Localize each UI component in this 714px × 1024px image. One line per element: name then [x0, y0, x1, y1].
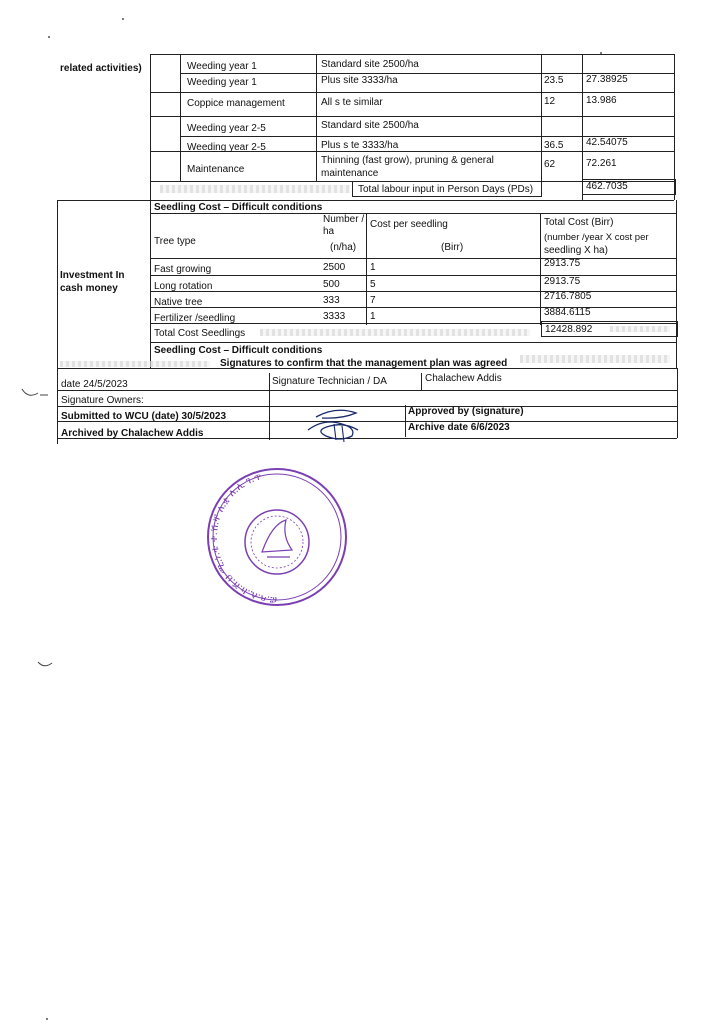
total-cell: 2913.75 — [544, 276, 581, 287]
archived-by: Archived by Chalachew Addis — [61, 428, 204, 439]
table-line — [677, 368, 678, 438]
table-line — [57, 200, 150, 201]
header-tree-type: Tree type — [154, 236, 196, 247]
scan-mark — [36, 660, 56, 670]
archive-date: Archive date 6/6/2023 — [408, 422, 510, 433]
labour-activity: Maintenance — [187, 164, 245, 175]
scan-noise — [160, 185, 350, 193]
labour-site: Thinning (fast grow), pruning & general — [321, 155, 494, 166]
scan-noise — [60, 361, 210, 367]
table-line — [150, 213, 676, 214]
labour-activity: Weeding year 1 — [187, 61, 257, 72]
scan-speck — [600, 52, 602, 54]
number-cell: 333 — [323, 295, 340, 306]
section-footer-title: Seedling Cost – Difficult conditions — [154, 345, 323, 356]
labour-pd: 12 — [544, 96, 556, 107]
technician-name: Chalachew Addis — [425, 373, 502, 384]
table-line — [57, 200, 58, 368]
labour-site: Standard site 2500/ha — [321, 59, 419, 70]
scan-noise — [520, 355, 670, 363]
technician-label: Signature Technician / DA — [272, 376, 387, 387]
labour-site: All s te similar — [321, 97, 383, 108]
investment-side-label: Investment In — [60, 270, 125, 281]
scan-speck — [48, 36, 50, 38]
cost-cell: 1 — [370, 262, 376, 273]
section-title: Seedling Cost – Difficult conditions — [154, 202, 323, 213]
labour-pd: 23.5 — [544, 75, 564, 86]
header-cost: (Birr) — [441, 242, 464, 253]
labour-site: Plus site 3333/ha — [321, 75, 398, 86]
number-cell: 2500 — [323, 262, 346, 273]
sign-date: date 24/5/2023 — [61, 379, 128, 390]
labour-activity: Weeding year 2-5 — [187, 123, 266, 134]
tree-type-cell: Fast growing — [154, 264, 212, 275]
labour-pd: 36.5 — [544, 140, 564, 151]
labour-site: Standard site 2500/ha — [321, 120, 419, 131]
labour-activity: Weeding year 2-5 — [187, 142, 266, 153]
table-line — [57, 368, 677, 369]
labour-total-value: 462.7035 — [586, 181, 628, 192]
table-line — [150, 200, 674, 201]
number-cell: 500 — [323, 279, 340, 290]
scan-mark — [20, 385, 50, 401]
labour-site: Plus s te 3333/ha — [321, 140, 399, 151]
header-cost: Cost per seedling — [370, 219, 448, 230]
header-number: (n/ha) — [330, 242, 357, 253]
official-stamp — [200, 462, 355, 612]
stamp-text: ፎ.ጻ.ሊ.ከ.ሸ.ህ ሚ.ነ.ቴ ቀ.ሽ.ቸ ለ.ቋ ለ.ሊ ገ.ጥ — [208, 471, 278, 606]
table-line — [150, 258, 676, 259]
labour-pd: 62 — [544, 159, 556, 170]
submitted-date: Submitted to WCU (date) 30/5/2023 — [61, 411, 227, 422]
table-line — [57, 390, 677, 391]
table-line — [421, 373, 422, 390]
labour-value: 42.54075 — [586, 137, 628, 148]
total-cell: 2716.7805 — [544, 291, 592, 302]
table-line — [150, 307, 676, 308]
header-total: (number /year X cost per — [544, 232, 649, 243]
number-cell: 3333 — [323, 311, 346, 322]
scan-speck — [46, 1018, 48, 1020]
owners-label: Signature Owners: — [61, 395, 144, 406]
header-total: Total Cost (Birr) — [544, 217, 614, 228]
scan-noise — [260, 329, 530, 336]
table-line — [150, 116, 674, 117]
cost-cell: 7 — [370, 295, 376, 306]
header-total: seedling X ha) — [544, 245, 608, 256]
labour-activity: Weeding year 1 — [187, 77, 257, 88]
tree-type-cell: Fertilizer /seedling — [154, 313, 236, 324]
header-number: Number / — [323, 214, 365, 225]
scan-noise — [610, 326, 670, 332]
total-cell: 2913.75 — [544, 258, 581, 269]
table-line — [150, 291, 676, 292]
approved-by: Approved by (signature) — [408, 406, 524, 417]
header-number: ha — [323, 226, 335, 237]
total-seedlings-value: 12428.892 — [545, 324, 593, 335]
table-line — [676, 200, 677, 368]
scan-speck — [122, 18, 124, 20]
cost-cell: 1 — [370, 311, 376, 322]
labour-activity: Coppice management — [187, 98, 285, 109]
labour-value: 13.986 — [586, 95, 617, 106]
labour-site: maintenance — [321, 168, 379, 179]
investment-side-label: cash money — [60, 283, 118, 294]
table-line — [150, 275, 676, 276]
signatures-title: Signatures to confirm that the management plan was agreed — [220, 358, 508, 369]
total-cell: 3884.6115 — [544, 307, 591, 318]
labour-side-label: related activities) — [60, 63, 142, 74]
tree-type-cell: Native tree — [154, 297, 203, 308]
total-seedlings-label: Total Cost Seedlings — [154, 328, 246, 339]
table-line — [150, 342, 676, 343]
table-line — [150, 54, 674, 55]
labour-value: 72.261 — [586, 158, 617, 169]
labour-value: 27.38925 — [586, 74, 628, 85]
signature-scribble — [300, 400, 370, 445]
labour-total-label: Total labour input in Person Days (PDs) — [358, 184, 534, 195]
table-line — [150, 54, 151, 200]
cost-cell: 5 — [370, 279, 376, 290]
table-line — [366, 213, 367, 325]
table-line — [150, 92, 674, 93]
table-line — [540, 213, 541, 325]
tree-type-cell: Long rotation — [154, 281, 213, 292]
